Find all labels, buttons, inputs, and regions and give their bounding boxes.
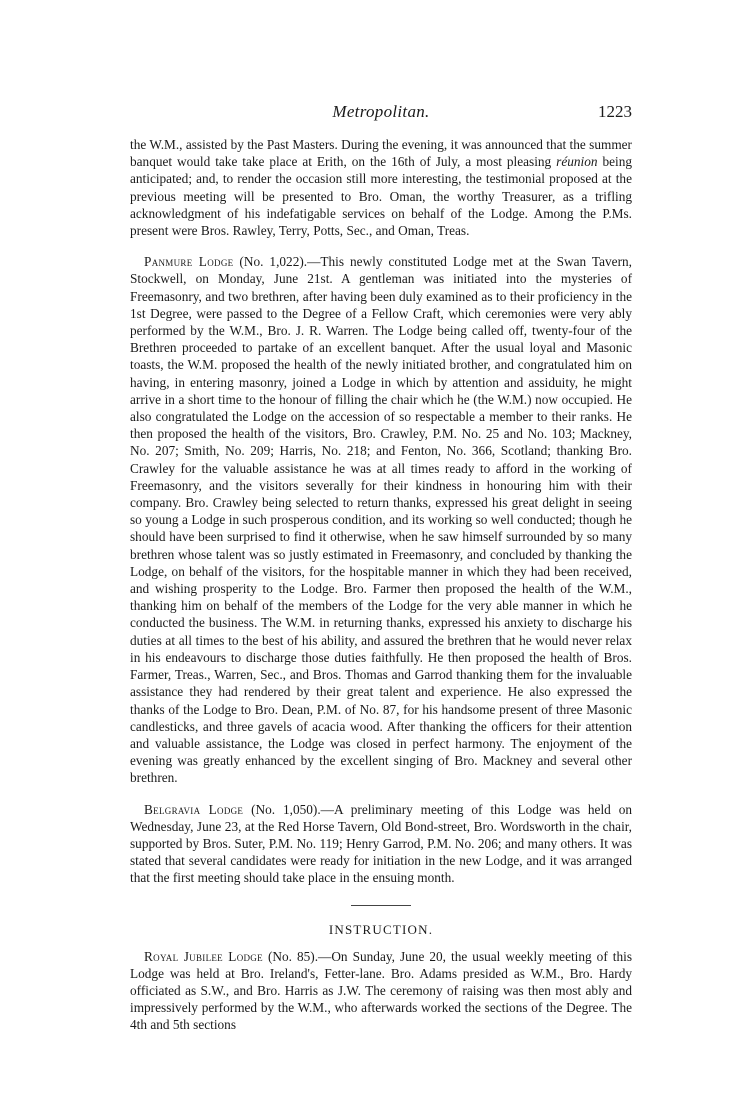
paragraph-belgravia-lodge — [130, 801, 632, 887]
section-heading: INSTRUCTION. — [328, 921, 434, 937]
paragraph-body: (No. 85).—On Sunday, June 20, the usual weekly meeting of this Lodge was held at Bro. Ireland's, Fetter-lane. Bro. Adams presided as W.M., Bro. Hardy officiated as S.W., and Bro. Harris as J.W. The ceremony of raising was then most ably and impressively performed by the W.M., who afterwards worked the sections of the Degree. The 4th and 5th sections — [130, 948, 632, 1033]
running-title: Metropolitan. — [332, 102, 430, 121]
lodge-name: Panmure Lodge — [144, 254, 234, 270]
section-divider — [351, 905, 411, 906]
text-column — [130, 136, 632, 1034]
lodge-name: Belgravia Lodge — [144, 801, 244, 817]
page-number: 1223 — [598, 102, 632, 121]
paragraph-gap — [130, 239, 632, 253]
paragraph-text-part: the W.M., assisted by the Past Masters. During the evening, it was announced that the summer banquet would take take place at Erith, on the 16th of July, a most pleasing — [130, 137, 632, 170]
paragraph-royal-jubilee-lodge — [130, 948, 632, 1034]
paragraph-panmure-lodge — [130, 253, 632, 786]
italic-word-reunion: réunion — [556, 154, 598, 170]
paragraph-body: (No. 1,022).—This newly constituted Lodge met at the Swan Tavern, Stockwell, on Monday, June 21st. A gentleman was initiated into the mysteries of Freemasonry, and two brethren, after having been duly examined as to their proficiency in the 1st Degree, were passed to the Degree of a Fellow Craft, which ceremonies were very ably performed by the W.M., Bro. J. R. Warren. The Lodge being called off, twenty-four of the Brethren proceeded to partake of an excellent banquet. After the usual loyal and Masonic toasts, the W.M. proposed the health of the newly initiated brother, and congratulated him on having, in entering masonry, joined a Lodge in which by attention and assiduity, he might arrive in a short time to the honour of filling the chair which he (the W.M.) now occupied. He also congratulated the Lodge on the accession of so respectable a member to their ranks. He then proposed the health of the visitors, Bro. Crawley, P.M. No. 25 and No. 103; Mackney, No. 207; Smith, No. 209; Harris, No. 218; and Fenton, No. 366, Scotland; thanking Bro. Crawley for the valuable assistance he was at all times ready to afford in the working of Freemasonry, and the visitors severally for their kindness in honouring him with their company. Bro. Crawley being selected to return thanks, expressed his great delight in seeing so young a Lodge in such prosperous condition, and its working so well conducted; though he should have been surprised to find it otherwise, when he saw himself surrounded by so many brethren whose talent was so justly estimated in Freemasonry, and concluded by thanking the Lodge, on behalf of the visitors, for the hospitable manner in which they had been received, and wishing prosperity to the Lodge. Bro. Farmer then proposed the health of the W.M., thanking him on behalf of the members of the Lodge for the very able manner in which he conducted the business. The W.M. in returning thanks, expressed his anxiety to discharge his duties at all times to the best of his ability, and assured the brethren that he would never relax in his endeavours to discharge those duties faithfully. He then proposed the health of Bros. Farmer, Treas., Warren, Sec., and Bros. Thomas and Garrod thanking them for the invaluable assistance they had rendered by their great talent and experience. He also expressed the thanks of the Lodge to Bro. Dean, P.M. of No. 87, for his handsome present of three Masonic candlesticks, and three gavels of acacia wood. After thanking the officers for their attention and valuable assistance, the Lodge was closed in perfect harmony. The enjoyment of the evening was greatly enhanced by the excellent singing of Bro. Mackney and several other brethren. — [130, 254, 632, 786]
lodge-name: Royal Jubilee Lodge — [144, 948, 263, 964]
paragraph-gap — [130, 787, 632, 801]
paragraph-body: (No. 1,050).—A preliminary meeting of this Lodge was held on Wednesday, June 23, at the Red Horse Tavern, Old Bond-street, Bro. Wordsworth in the chair, supported by Bros. Suter, P.M. No. 119; Henry Garrod, P.M. No. 206; and many others. It was stated that several candidates were ready for initiation in the new Lodge, and it was arranged that the first meeting should take place in the ensuing month. — [130, 801, 632, 886]
paragraph-continuation — [130, 136, 632, 239]
paragraph-text-part: being anticipated; and, to render the occasion still more interesting, the testimonial proposed at the previous meeting will be presented to Bro. Oman, the worthy Treasurer, as a trifling acknowledgment of his indefatigable services on behalf of the Lodge. Among the P.Ms. present were Bros. Rawley, Terry, Potts, Sec., and Oman, Treas. — [130, 154, 632, 239]
running-head — [130, 102, 632, 124]
